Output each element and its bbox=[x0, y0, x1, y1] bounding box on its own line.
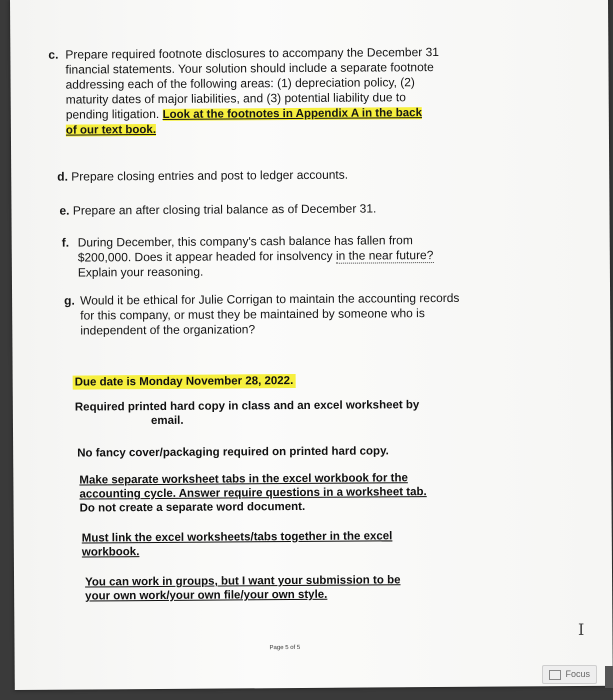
item-d bbox=[57, 168, 348, 185]
focus-icon bbox=[549, 670, 561, 680]
appendix-highlight-cont: of our text book. bbox=[65, 123, 157, 137]
near-future-text: in the near future? bbox=[335, 248, 434, 263]
item-c-line: addressing each of the following areas: (1) depreciation policy, (2) bbox=[65, 75, 415, 92]
item-f-line: Explain your reasoning. bbox=[77, 264, 204, 280]
text-cursor-icon: I bbox=[578, 620, 585, 639]
focus-button[interactable] bbox=[542, 665, 597, 684]
item-c-line: financial statements. Your solution should include a separate footnote bbox=[65, 60, 434, 77]
required-line: Required printed hard copy in class and an excel worksheet by bbox=[74, 399, 420, 414]
item-f-line: During December, this company's cash balance has fallen from bbox=[77, 233, 413, 250]
item-g-label: g. bbox=[64, 293, 75, 308]
link-line: Must link the excel worksheets/tabs together in the excel bbox=[81, 530, 393, 545]
item-e bbox=[59, 201, 376, 218]
due-date-note bbox=[73, 374, 296, 390]
item-c-label: c. bbox=[48, 47, 59, 62]
item-c-line: Prepare required footnote disclosures to accompany the December 31 bbox=[65, 45, 439, 62]
tabs-line: Make separate worksheet tabs in the excel workbook for the bbox=[79, 472, 408, 487]
required-note bbox=[75, 398, 420, 428]
item-g-label-wrap bbox=[64, 294, 75, 309]
required-line: email. bbox=[150, 414, 184, 428]
no-fancy-note bbox=[77, 444, 389, 460]
tabs-line: accounting cycle. Answer require questions in a worksheet tab. bbox=[79, 486, 427, 501]
item-e-text: Prepare an after closing trial balance as of December 31. bbox=[72, 201, 377, 218]
item-f-label: f. bbox=[61, 235, 70, 250]
item-g-line: Would it be ethical for Julie Corrigan to maintain the accounting records bbox=[80, 290, 460, 308]
item-d-label: d. bbox=[57, 169, 68, 184]
tabs-line: Do not create a separate word document. bbox=[79, 500, 306, 515]
item-d-text: Prepare closing entries and post to ledger accounts. bbox=[71, 167, 349, 184]
no-fancy-text: No fancy cover/packaging required on printed hard copy. bbox=[77, 445, 389, 460]
appendix-highlight: Look at the footnotes in Appendix A in the back bbox=[162, 107, 422, 121]
item-c-line: pending litigation. bbox=[65, 106, 160, 122]
item-e-label: e. bbox=[59, 203, 70, 218]
item-g-line: independent of the organization? bbox=[80, 322, 256, 338]
focus-label: Focus bbox=[565, 669, 590, 679]
item-c bbox=[48, 48, 58, 63]
window-edge bbox=[605, 666, 613, 688]
link-line: workbook. bbox=[81, 546, 140, 559]
document-page bbox=[10, 0, 613, 690]
page-number: Page 5 of 5 bbox=[269, 644, 301, 652]
groups-line: You can work in groups, but I want your submission to be bbox=[85, 574, 401, 589]
tabs-note bbox=[79, 471, 427, 515]
item-f-label-wrap bbox=[62, 236, 69, 251]
groups-note bbox=[85, 573, 401, 603]
item-f-body bbox=[78, 233, 498, 281]
link-note bbox=[82, 529, 393, 559]
due-date-text: Due date is Monday November 28, 2022. bbox=[73, 374, 296, 390]
item-f-line: $200,000. Does it appear headed for insolvency bbox=[77, 248, 337, 265]
item-c-body bbox=[65, 44, 526, 137]
item-c-line: maturity dates of major liabilities, and (3) potential liability due to bbox=[65, 90, 406, 107]
item-g-body bbox=[80, 290, 520, 338]
groups-line: your own work/your own file/your own style. bbox=[85, 588, 328, 603]
item-g-line: for this company, or must they be maintained by someone who is bbox=[80, 306, 425, 323]
